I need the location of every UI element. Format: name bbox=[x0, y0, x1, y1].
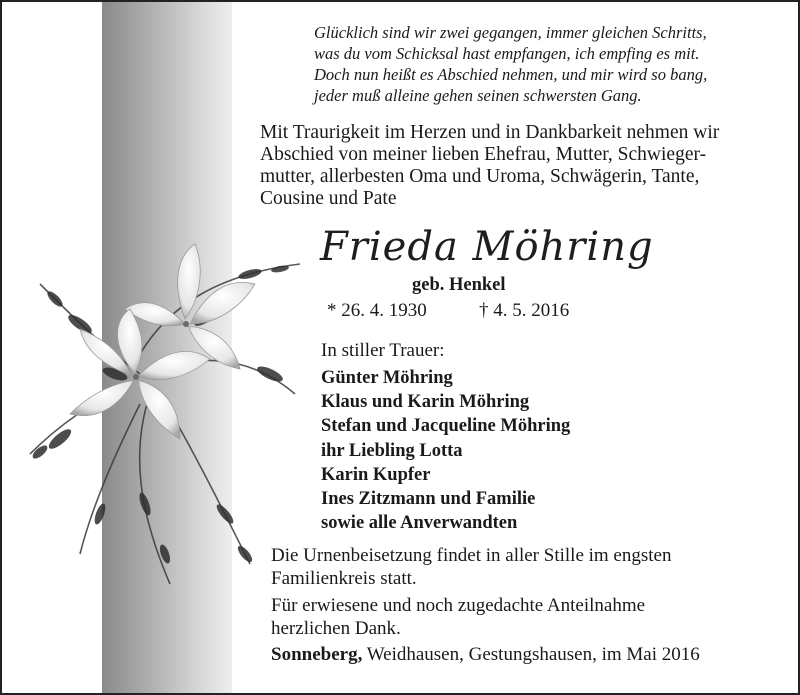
burial-line: Familienkreis statt. bbox=[271, 568, 417, 589]
thanks-line: Für erwiesene und noch zugedachte Anteilnahme bbox=[271, 595, 646, 616]
birth-date: * 26. 4. 1930 bbox=[327, 300, 427, 321]
mourners-intro: In stiller Trauer: bbox=[321, 340, 445, 361]
lily-bouquet-image bbox=[20, 224, 310, 594]
mourner-name: Klaus und Karin Möhring bbox=[321, 392, 530, 413]
mourner-name: sowie alle Anverwandten bbox=[321, 513, 518, 534]
mourner-name: Ines Zitzmann und Familie bbox=[321, 489, 536, 510]
mourner-name: Günter Möhring bbox=[321, 368, 453, 388]
burial-line: Die Urnenbeisetzung findet in aller Stille im engsten bbox=[271, 545, 672, 566]
intro-line: Cousine und Pate bbox=[260, 188, 397, 209]
places-rest: Weidhausen, Gestungshausen, im Mai 2016 bbox=[362, 644, 700, 665]
poem-line: jeder muß alleine gehen seinen schwersten Gang. bbox=[314, 86, 642, 105]
place-date-line bbox=[271, 644, 700, 666]
intro-line: Mit Traurigkeit im Herzen und in Dankbarkeit nehmen wir bbox=[260, 122, 720, 143]
mourner-name: Karin Kupfer bbox=[321, 464, 431, 485]
maiden-name: geb. Henkel bbox=[412, 275, 506, 295]
mourner-name: Stefan und Jacqueline Möhring bbox=[321, 416, 571, 437]
death-date: † 4. 5. 2016 bbox=[479, 300, 570, 321]
poem bbox=[314, 22, 784, 106]
mourner-name: ihr Liebling Lotta bbox=[321, 440, 463, 461]
intro-text bbox=[260, 122, 780, 210]
mourners-list bbox=[321, 366, 570, 535]
intro-line: Abschied von meiner lieben Ehefrau, Mutter, Schwieger- bbox=[260, 144, 707, 165]
intro-line: mutter, allerbesten Oma und Uroma, Schwägerin, Tante, bbox=[260, 166, 700, 187]
poem-line: was du vom Schicksal hast empfangen, ich empfing es mit. bbox=[314, 44, 700, 63]
poem-line: Glücklich sind wir zwei gegangen, immer gleichen Schritts, bbox=[314, 23, 707, 42]
thanks-text bbox=[271, 594, 771, 640]
thanks-line: herzlichen Dank. bbox=[271, 618, 401, 639]
deceased-name: Frieda Möhring bbox=[320, 224, 654, 270]
burial-info bbox=[271, 544, 771, 590]
poem-line: Doch nun heißt es Abschied nehmen, und mir wird so bang, bbox=[314, 65, 708, 84]
place-main: Sonneberg, bbox=[271, 644, 363, 665]
